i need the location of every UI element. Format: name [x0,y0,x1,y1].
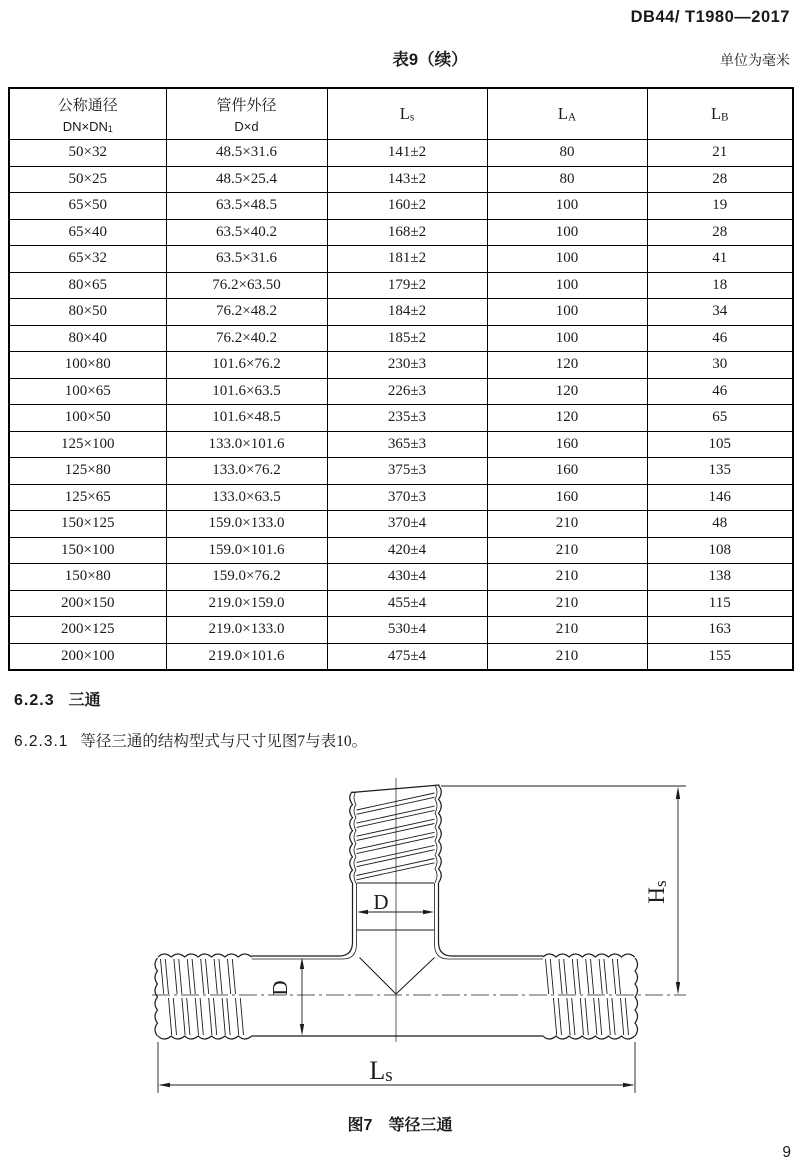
pipe-corrugation-left [155,954,252,1039]
arrow-up [676,787,680,800]
table-cell: 200×125 [9,617,166,644]
table-cell: 100×50 [9,405,166,432]
table-row [9,643,793,670]
table-cell: 100 [487,299,647,326]
table-cell: 219.0×101.6 [166,643,327,670]
col-header-lb: $L_B$ [647,88,793,140]
table-cell: 108 [647,537,793,564]
table-cell: 41 [647,246,793,273]
table-cell: 159.0×76.2 [166,564,327,591]
arrow-right [423,910,434,914]
col-header-od-sym: D×d [234,119,259,135]
table-row [9,590,793,617]
table-cell: 18 [647,272,793,299]
pipe-corrugation-right [543,954,638,1039]
table-cell: 76.2×48.2 [166,299,327,326]
col-header-od-cn: 管件外径 [216,97,277,114]
table-cell: 133.0×76.2 [166,458,327,485]
col-header-ls: $L_s$ [327,88,487,140]
table-cell: 200×150 [9,590,166,617]
arrow-down [676,982,680,995]
table-cell: 115 [647,590,793,617]
table-cell: 226±3 [327,378,487,405]
table-cell: 168±2 [327,219,487,246]
table-9 [8,87,794,671]
table-row [9,246,793,273]
table-cell: 370±4 [327,511,487,538]
table-cell: 125×65 [9,484,166,511]
table-cell: 125×100 [9,431,166,458]
table-cell: 155 [647,643,793,670]
section-title: 三通 [68,692,101,709]
table-cell: 101.6×63.5 [166,378,327,405]
table-row [9,352,793,379]
branch-pipe [252,785,543,994]
table-cell: 65×50 [9,193,166,220]
table-cell: 65×32 [9,246,166,273]
table-cell: 135 [647,458,793,485]
table-cell: 65×40 [9,219,166,246]
table-cell: 101.6×48.5 [166,405,327,432]
table-cell: 133.0×101.6 [166,431,327,458]
table-cell: 76.2×63.50 [166,272,327,299]
table-cell: 80×40 [9,325,166,352]
table-cell: 50×32 [9,140,166,167]
col-header-dn-cn: 公称通径 [57,97,118,114]
table-cell: 160±2 [327,193,487,220]
table-cell: 48.5×25.4 [166,166,327,193]
table-cell: 80 [487,166,647,193]
table-cell: 210 [487,643,647,670]
table-cell: 219.0×133.0 [166,617,327,644]
table-cell: 235±3 [327,405,487,432]
arrow-down [300,1024,304,1036]
figure-caption-title: 等径三通 [388,1117,453,1134]
table-body [9,88,793,670]
table-cell: 184±2 [327,299,487,326]
table-cell: 100×80 [9,352,166,379]
table-row [9,405,793,432]
table-cell: 150×100 [9,537,166,564]
table-cell: 420±4 [327,537,487,564]
label-branch-d: D [373,890,389,914]
table-row [9,299,793,326]
section-heading [14,687,101,710]
dimension-pipe-d [268,958,304,1036]
table-cell: 163 [647,617,793,644]
col-header-od [166,88,327,140]
table-cell: 146 [647,484,793,511]
weld-chevron [360,958,435,995]
table-row [9,484,793,511]
table-cell: 138 [647,564,793,591]
table-cell: 210 [487,590,647,617]
table-row [9,458,793,485]
unit-note: 单位为毫米 [720,54,790,69]
table-row [9,511,793,538]
table-cell: 80×50 [9,299,166,326]
table-cell: 179±2 [327,272,487,299]
table-cell: 181±2 [327,246,487,273]
section-number: 6.2.3 [14,692,55,709]
table-cell: 210 [487,617,647,644]
figure-7 [0,770,800,1110]
table-cell: 63.5×31.6 [166,246,327,273]
table-cell: 150×125 [9,511,166,538]
table-header-row [9,88,793,140]
table-cell: 63.5×40.2 [166,219,327,246]
centerlines [152,778,686,1042]
table-row [9,272,793,299]
table-cell: 63.5×48.5 [166,193,327,220]
table-cell: 370±3 [327,484,487,511]
table-cell: 125×80 [9,458,166,485]
table-row [9,140,793,167]
figure-caption-number: 图7 [347,1117,373,1134]
dimension-hs [441,786,686,995]
table-cell: 28 [647,219,793,246]
col-header-la: $L_A$ [487,88,647,140]
label-ls: Ls [369,1056,393,1086]
arrow-right [623,1083,635,1087]
table-cell: 120 [487,378,647,405]
table-cell: 159.0×133.0 [166,511,327,538]
table-cell: 143±2 [327,166,487,193]
table-cell: 455±4 [327,590,487,617]
arrow-left [357,910,368,914]
arrow-left [159,1083,171,1087]
table-cell: 150×80 [9,564,166,591]
table-cell: 101.6×76.2 [166,352,327,379]
table-cell: 30 [647,352,793,379]
dimension-ls [158,1042,635,1093]
table-cell: 65 [647,405,793,432]
table-cell: 185±2 [327,325,487,352]
table-row [9,431,793,458]
table-cell: 48 [647,511,793,538]
branch-thread-lines [357,793,435,880]
label-hs: Hs [644,880,670,904]
table-row [9,166,793,193]
table-cell: 80×65 [9,272,166,299]
table-cell: 80 [487,140,647,167]
table-cell: 100 [487,246,647,273]
table-cell: 200×100 [9,643,166,670]
table-cell: 375±3 [327,458,487,485]
table-title: 表9（续） [392,51,468,69]
table-row [9,219,793,246]
table-cell: 230±3 [327,352,487,379]
table-cell: 46 [647,325,793,352]
table-row [9,564,793,591]
table-row [9,537,793,564]
dimension-branch-d [357,890,434,914]
table-cell: 34 [647,299,793,326]
table-cell: 141±2 [327,140,487,167]
table-cell: 28 [647,166,793,193]
table-cell: 100×65 [9,378,166,405]
table-cell: 219.0×159.0 [166,590,327,617]
tee-diagram [0,770,800,1110]
table-cell: 160 [487,484,647,511]
table-cell: 48.5×31.6 [166,140,327,167]
table-cell: 133.0×63.5 [166,484,327,511]
table-cell: 530±4 [327,617,487,644]
table-row [9,617,793,644]
doc-code: DB44/ T1980—2017 [630,8,790,26]
table-cell: 365±3 [327,431,487,458]
table-cell: 21 [647,140,793,167]
table-cell: 210 [487,511,647,538]
table-cell: 19 [647,193,793,220]
figure-caption [0,1112,800,1135]
page-number: 9 [782,1144,791,1161]
table-cell: 210 [487,537,647,564]
clause-number: 6.2.3.1 [14,733,69,750]
label-pipe-d: D [268,980,292,996]
clause-body: 等径三通的结构型式与尺寸见图7与表10。 [80,733,368,750]
table-row [9,325,793,352]
table-cell: 100 [487,272,647,299]
table-cell: 120 [487,352,647,379]
table-cell: 46 [647,378,793,405]
clause-text [14,729,367,751]
table-cell: 50×25 [9,166,166,193]
table-row [9,378,793,405]
table-cell: 100 [487,193,647,220]
table-cell: 100 [487,325,647,352]
table-cell: 430±4 [327,564,487,591]
table-cell: 105 [647,431,793,458]
table-cell: 120 [487,405,647,432]
col-header-dn [9,88,166,140]
table-cell: 210 [487,564,647,591]
table-cell: 76.2×40.2 [166,325,327,352]
table-row [9,193,793,220]
table-cell: 160 [487,431,647,458]
table-cell: 159.0×101.6 [166,537,327,564]
table-cell: 100 [487,219,647,246]
table-cell: 160 [487,458,647,485]
table-cell: 475±4 [327,643,487,670]
col-header-dn-sym: $DN\times DN_1$ [62,119,113,135]
